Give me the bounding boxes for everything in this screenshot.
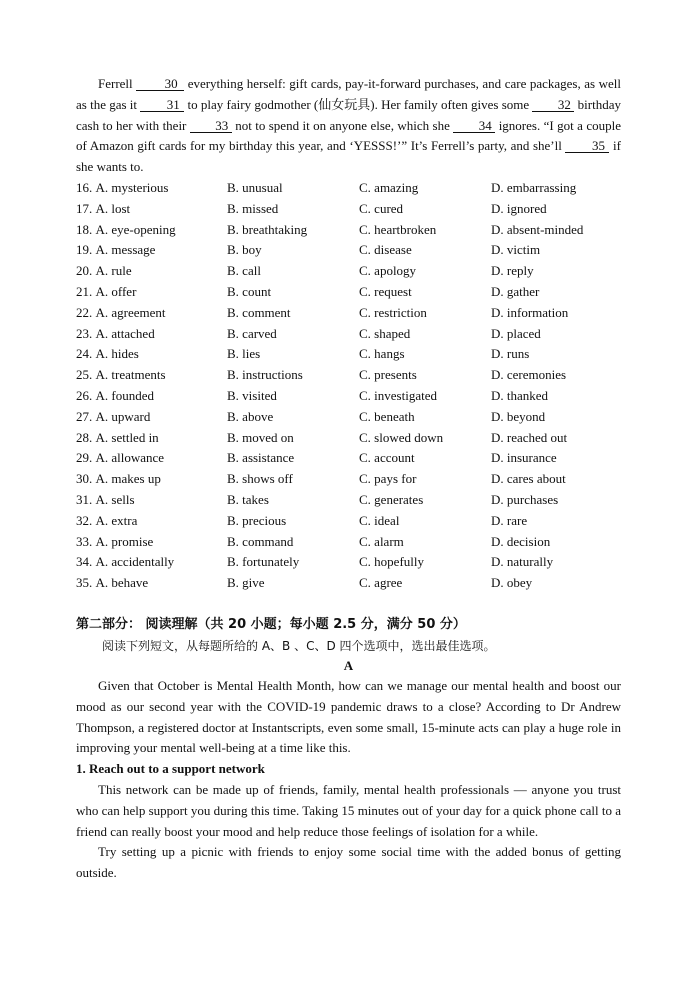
blank-31: 31 <box>140 98 184 112</box>
passage-text: if she wants to. <box>76 138 621 175</box>
blank-33: 33 <box>190 119 232 133</box>
option-row: 34. A. accidentally B. fortunately C. hopefully D. naturally <box>76 554 554 570</box>
option-row: 18. A. eye-opening B. breathtaking C. heartbroken D. absent-minded <box>76 221 584 237</box>
option-row: 23. A. attached B. carved C. shaped D. placed <box>76 325 541 341</box>
option-row: 33. A. promise B. command C. alarm D. decision <box>76 533 551 549</box>
passage-text: birthday cash to her with their <box>76 96 622 133</box>
blank-34: 34 <box>453 119 495 133</box>
passage-text: not to spend it on anyone else, which she <box>231 117 454 133</box>
passage-text: everything herself: gift cards, pay-it-forward purchases, and care packages, as well as the gas it <box>76 76 621 112</box>
option-row: 31. A. sells B. takes C. generates D. purchases <box>76 491 559 507</box>
option-row: 25. A. treatments B. instructions C. presents D. ceremonies <box>76 367 567 383</box>
document-page <box>76 74 621 884</box>
reading-paragraph: Try setting up a picnic with friends to enjoy some social time with the added bonus of getting outside. <box>76 844 621 881</box>
passage-label: A <box>343 657 354 673</box>
option-row: 22. A. agreement B. comment C. restriction D. information <box>76 304 569 320</box>
cloze-passage-ending <box>76 74 621 178</box>
option-row: 16. A. mysterious B. unusual C. amazing D. embarrassing <box>76 179 577 195</box>
section-instruction: 阅读下列短文，从每题所给的 A、B 、C、D 四个选项中，选出最佳选项。 <box>102 638 496 653</box>
reading-paragraph: Given that October is Mental Health Month, how can we manage our mental health and boost our mood as our second year with the COVID-19 pandemic draws to a close? According to Dr Andrew Thompson, a registered doctor at Instantscripts, even some small, 15-minute acts can play a huge role in improving your mental well-being at a time like this. <box>76 677 621 756</box>
blank-35: 35 <box>565 139 609 153</box>
passage-text: to play fairy godmother (仙女玩具). Her family often gives some <box>184 96 533 112</box>
option-row: 27. A. upward B. above C. beneath D. beyond <box>76 408 546 424</box>
option-row: 21. A. offer B. count C. request D. gather <box>76 283 540 299</box>
reading-subheading: 1. Reach out to a support network <box>76 761 265 777</box>
option-row: 26. A. founded B. visited C. investigated D. thanked <box>76 387 549 403</box>
option-row: 20. A. rule B. call C. apology D. reply <box>76 263 534 279</box>
option-row: 30. A. makes up B. shows off C. pays for D. cares about <box>76 471 566 487</box>
options-table <box>76 178 621 594</box>
reading-paragraph: This network can be made up of friends, family, mental health professionals — anyone you trust who can help support you during this time. Taking 15 minutes out of your day for a quick phone call to a friend can really boost your mood and help reduce those feelings of isolation for a while. <box>76 781 621 839</box>
option-row: 35. A. behave B. give C. agree D. obey <box>76 575 533 591</box>
blank-32: 32 <box>532 98 574 112</box>
passage-text: Ferrell <box>98 76 137 91</box>
section-title: 第二部分： 阅读理解（共 20 小题；每小题 2.5 分，满分 50 分） <box>76 616 466 632</box>
passage-text: ignores. “I got a couple of Amazon gift cards for my birthday this year, and ‘YESSS!’” It’s Ferrell’s party, and she’ll <box>76 117 621 154</box>
option-row: 24. A. hides B. lies C. hangs D. runs <box>76 346 530 362</box>
option-row: 29. A. allowance B. assistance C. account D. insurance <box>76 450 557 466</box>
option-row: 19. A. message B. boy C. disease D. victim <box>76 242 541 258</box>
option-row: 17. A. lost B. missed C. cured D. ignored <box>76 200 547 216</box>
option-row: 28. A. settled in B. moved on C. slowed down D. reached out <box>76 429 568 445</box>
blank-30: 30 <box>136 77 184 91</box>
option-row: 32. A. extra B. precious C. ideal D. rare <box>76 512 528 528</box>
